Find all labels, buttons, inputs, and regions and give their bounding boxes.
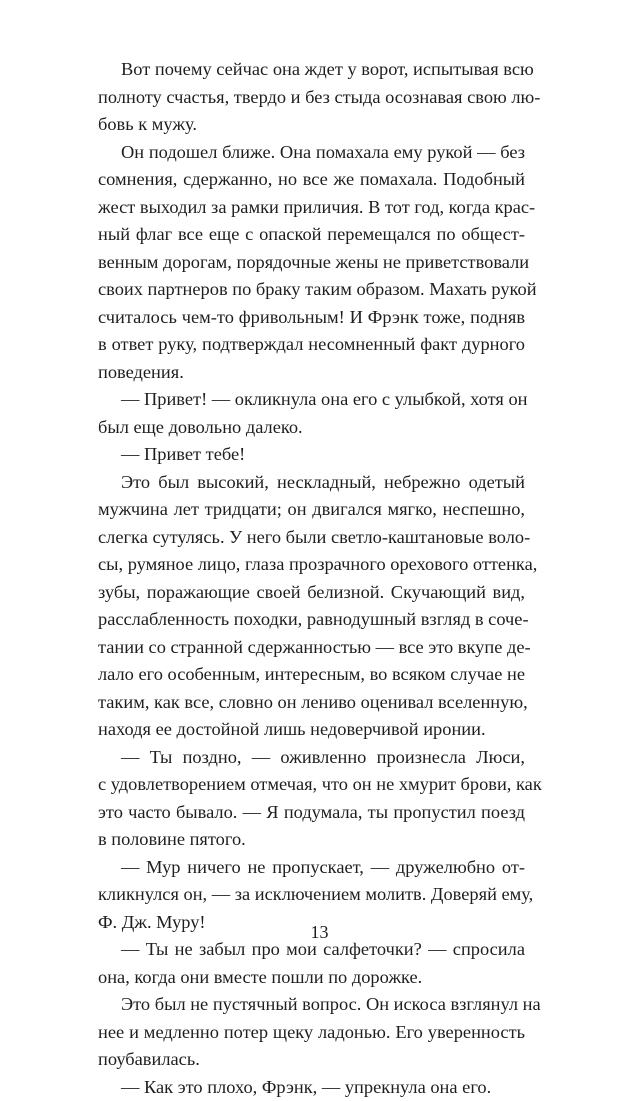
text-line: мужчина лет тридцати; он двигался мягко, неспешно, <box>98 496 525 524</box>
text-line: Вот почему сейчас она ждет у ворот, испытывая всю <box>98 56 525 84</box>
text-line: кликнулся он, — за исключением молитв. Доверяй ему, <box>98 881 525 909</box>
text-line: поведения. <box>98 359 525 387</box>
text-line: зубы, поражающие своей белизной. Скучающий вид, <box>98 579 525 607</box>
text-line: она, когда они вместе пошли по дорожке. <box>98 964 525 992</box>
text-line: был еще довольно далеко. <box>98 414 525 442</box>
text-line: — Привет! — окликнула она его с улыбкой, хотя он <box>98 386 525 414</box>
text-line: поубавилась. <box>98 1046 525 1074</box>
text-line: таким, как все, словно он лениво оценивал вселенную, <box>98 689 525 717</box>
text-line: расслабленность походки, равнодушный взгляд в соче- <box>98 606 525 634</box>
text-line: бовь к мужу. <box>98 111 525 139</box>
text-line: считалось чем-то фривольным! И Фрэнк тоже, подняв <box>98 304 525 332</box>
body-text <box>98 56 525 1101</box>
text-line: в половине пятого. <box>98 826 525 854</box>
text-line: с удовлетворением отмечая, что он не хмурит брови, как <box>98 771 525 799</box>
text-line: — Ты поздно, — оживленно произнесла Люси, <box>98 744 525 772</box>
page-number: 13 <box>0 922 639 943</box>
text-line: венным дорогам, порядочные жены не приветствовали <box>98 249 525 277</box>
text-line: — Привет тебе! <box>98 441 525 469</box>
text-line: лало его особенным, интересным, во всяком случае не <box>98 661 525 689</box>
text-line: — Ты не забыл про мои салфеточки? — спросила <box>98 936 525 964</box>
text-line: сомнения, сдержанно, но все же помахала. Подобный <box>98 166 525 194</box>
text-line: нее и медленно потер щеку ладонью. Его уверенность <box>98 1019 525 1047</box>
text-line: Он подошел ближе. Она помахала ему рукой — без <box>98 139 525 167</box>
text-line: полноту счастья, твердо и без стыда осознавая свою лю- <box>98 84 525 112</box>
text-line: — Как это плохо, Фрэнк, — упрекнула она его. <box>98 1074 525 1101</box>
text-line: это часто бывало. — Я подумала, ты пропустил поезд <box>98 799 525 827</box>
text-line: жест выходил за рамки приличия. В тот год, когда крас- <box>98 194 525 222</box>
text-line: ный флаг все еще с опаской перемещался по общест- <box>98 221 525 249</box>
text-line: сы, румяное лицо, глаза прозрачного орехового оттенка, <box>98 551 525 579</box>
text-line: тании со странной сдержанностью — все это вкупе де- <box>98 634 525 662</box>
text-line: Это был высокий, нескладный, небрежно одетый <box>98 469 525 497</box>
text-line: находя ее достойной лишь недоверчивой иронии. <box>98 716 525 744</box>
text-line: Ф. Дж. Муру! <box>98 909 525 937</box>
text-line: слегка сутулясь. У него были светло-каштановые воло- <box>98 524 525 552</box>
text-line: — Мур ничего не пропускает, — дружелюбно от- <box>98 854 525 882</box>
text-line: своих партнеров по браку таким образом. Махать рукой <box>98 276 525 304</box>
text-line: в ответ руку, подтверждал несомненный факт дурного <box>98 331 525 359</box>
text-line: Это был не пустячный вопрос. Он искоса взглянул на <box>98 991 525 1019</box>
